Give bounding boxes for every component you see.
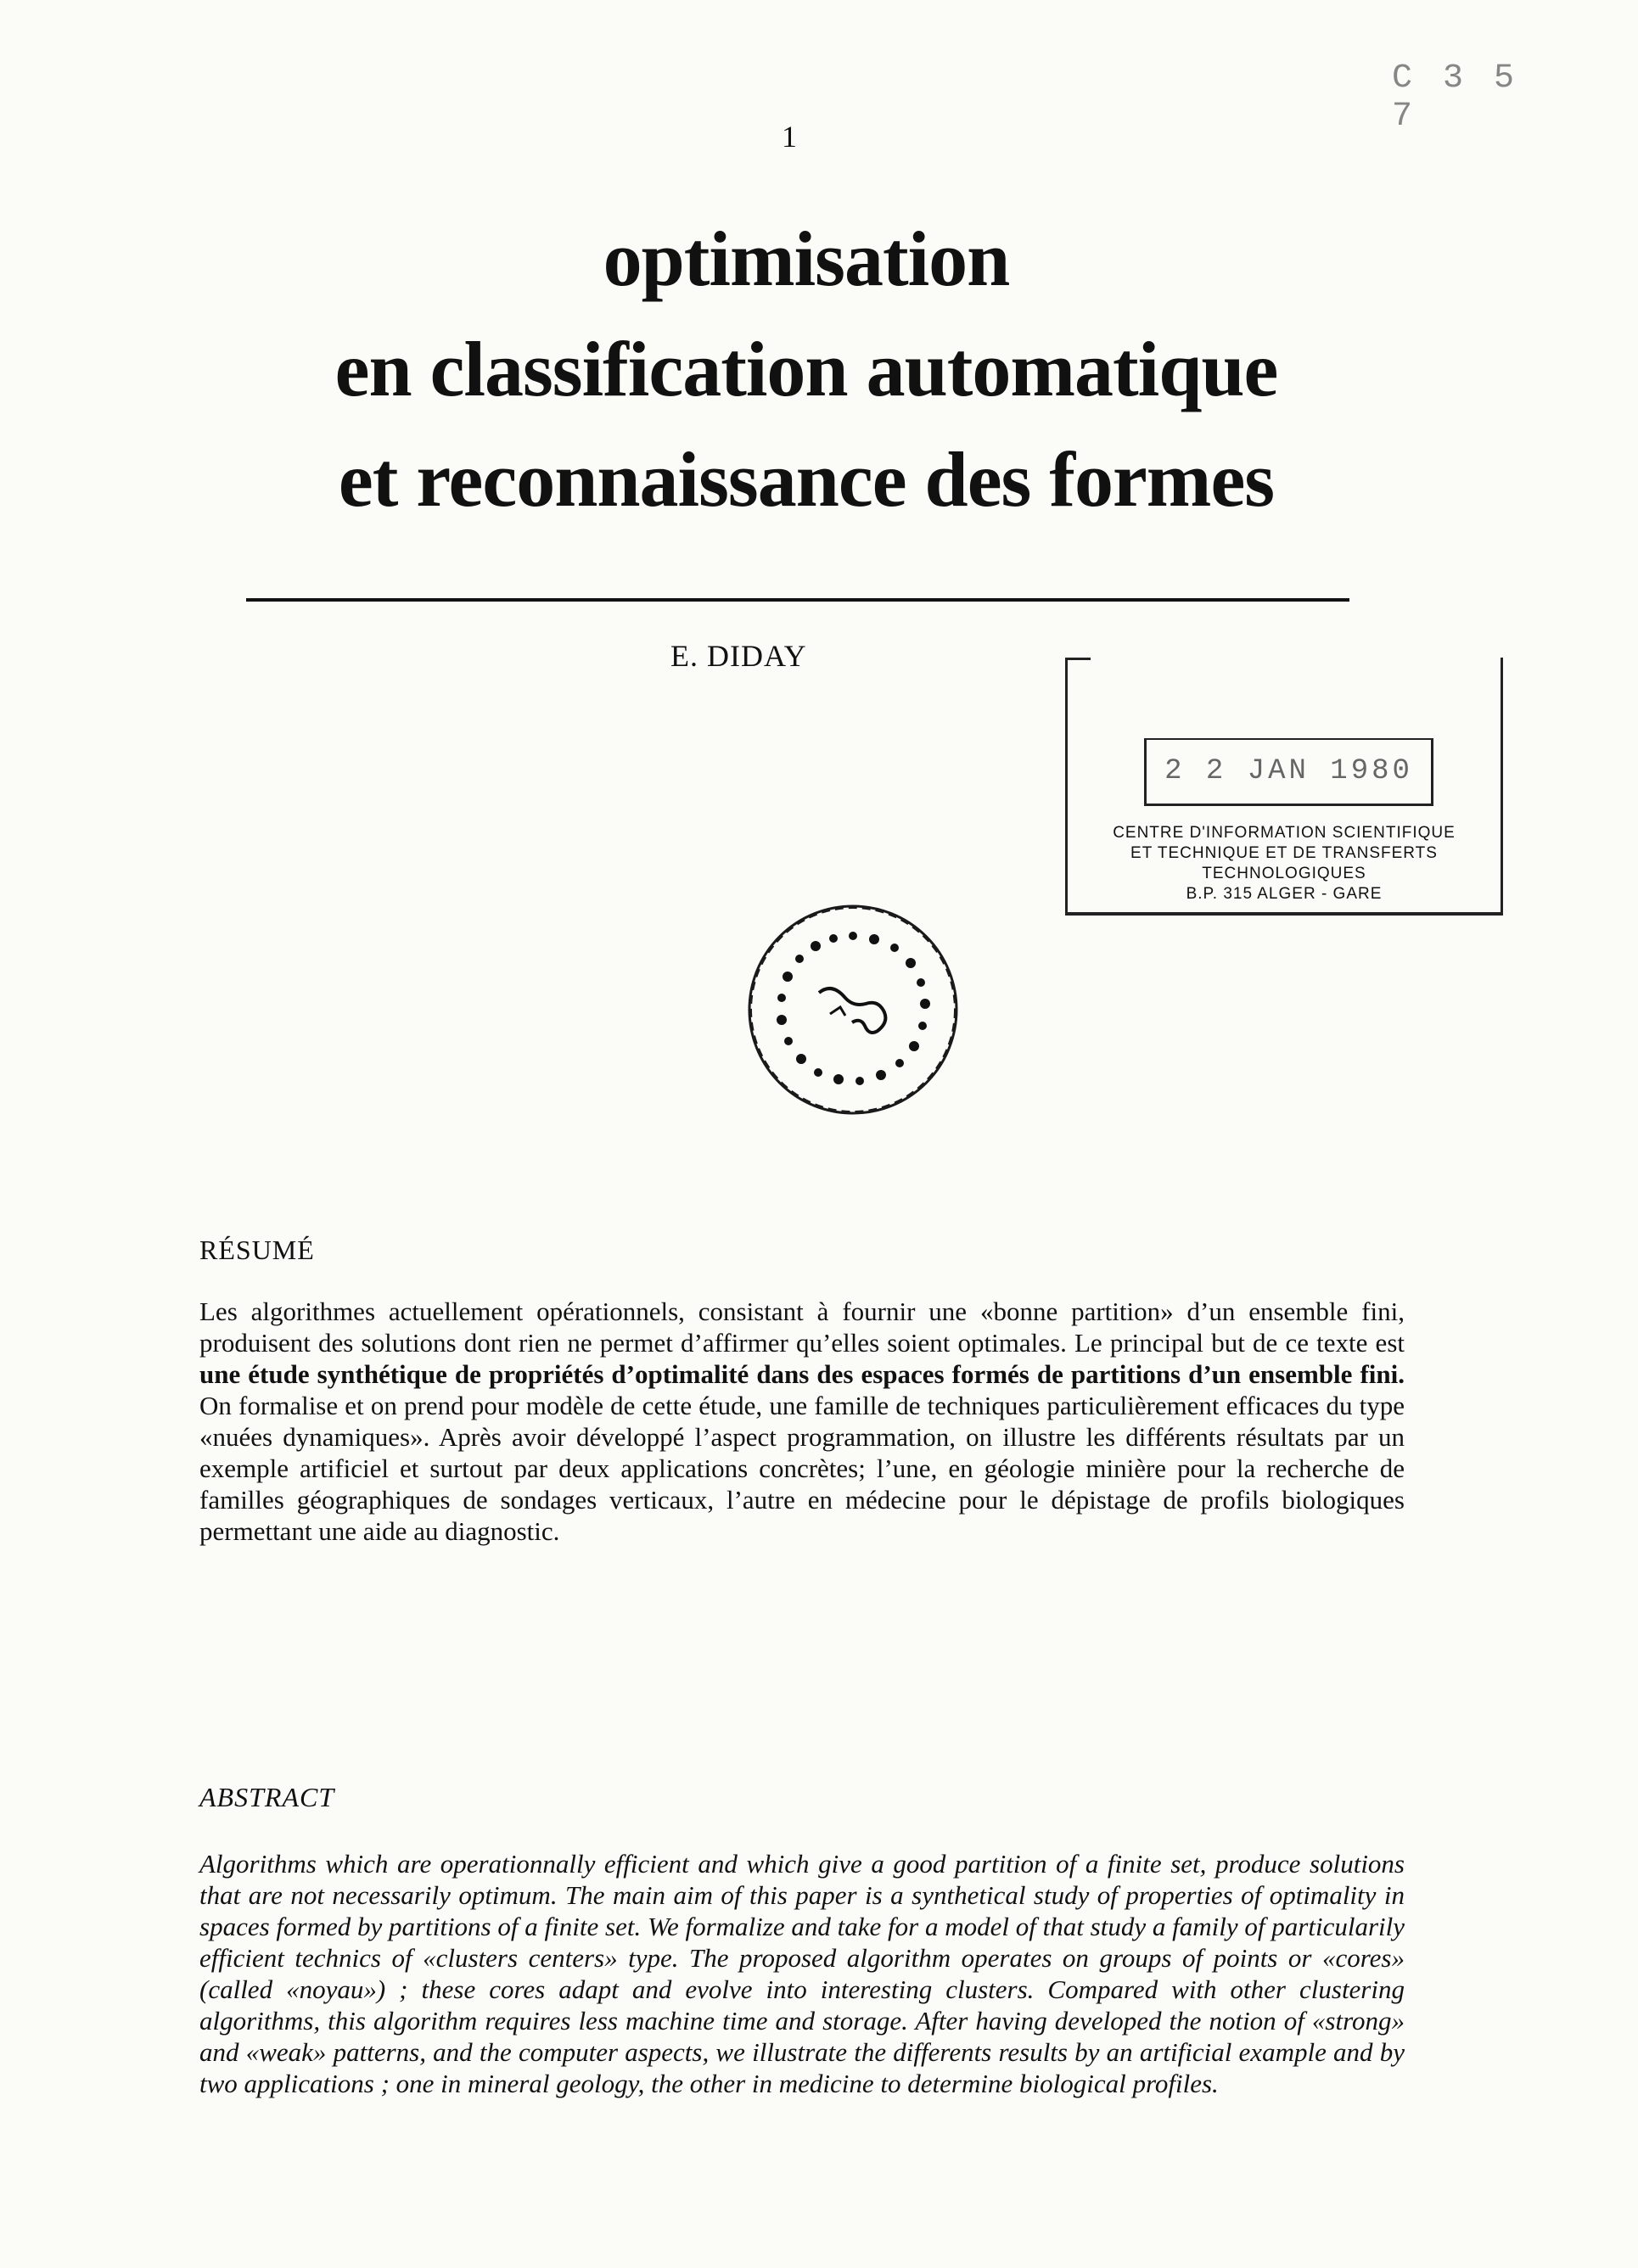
- page-number: 1: [782, 120, 797, 154]
- library-stamp: [1065, 658, 1503, 916]
- stamp-line-2: ET TECHNIQUE ET DE TRANSFERTS: [1130, 844, 1438, 862]
- paper-title: [170, 204, 1443, 535]
- title-line-1: optimisation: [603, 216, 1010, 302]
- resume-text-part2: On formalise et on prend pour modèle de cette étude, une famille de techniques particulièrement efficaces du type «nuées dynamiques». Après avoir développé l’aspect programmation, on illustre les différents résultats par un exemple artificiel et surtout par deux applications concrètes; l’une, en géologie minière pour la recherche de familles géographiques de sondages verticaux, l’autre en médecine pour le dépistage de profils biologiques permettant une aide au diagnostic.: [199, 1391, 1405, 1546]
- title-line-3: et reconnaissance des formes: [338, 436, 1275, 523]
- stamp-institution: [1076, 823, 1492, 904]
- abstract-paragraph: Algorithms which are operationnally efficient and which give a good partition of a finite set, produce solutions that are not necessarily optimum. The main aim of this paper is a synthetical study of properties of optimality in spaces formed by partitions of a finite set. We formalize and take for a model of that study a family of particularily efficient technics of «clusters centers» type. The proposed algorithm operates on groups of points or «cores» (called «noyau») ; these cores adapt and evolve into interesting clusters. Compared with other clustering algorithms, this algorithm requires less machine time and storage. After having developed the notion of «strong» and «weak» patterns, and the computer aspects, we illustrate the differents results by an artificial example and by two applications ; one in mineral geology, the other in medicine to determine biological profiles.: [199, 1849, 1405, 2098]
- round-seal-icon: [738, 895, 968, 1124]
- resume-text-emphasis: une étude synthétique de propriétés d’optimalité dans des espaces formés de partitions d’un ensemble fini.: [199, 1359, 1405, 1389]
- stamp-corner: [1065, 658, 1091, 660]
- handwritten-corner-mark: C 3 5 7: [1392, 59, 1520, 136]
- abstract-heading: ABSTRACT: [199, 1782, 335, 1812]
- title-divider: [246, 598, 1349, 602]
- stamp-line-3: TECHNOLOGIQUES: [1202, 865, 1366, 882]
- author-name: E. DIDAY: [670, 639, 807, 673]
- resume-heading: RÉSUMÉ: [199, 1235, 315, 1265]
- stamp-line-1: CENTRE D'INFORMATION SCIENTIFIQUE: [1113, 824, 1456, 842]
- resume-text-part1: Les algorithmes actuellement opérationnels, consistant à fournir une «bonne partition» d’un ensemble fini, produisent des solutions dont rien ne permet d’affirmer qu’elles soient optimales. Le principal but de ce texte est: [199, 1296, 1405, 1358]
- resume-paragraph: [199, 1296, 1405, 1547]
- stamp-date: 2 2 JAN 1980: [1144, 738, 1433, 806]
- title-line-2: en classification automatique: [334, 326, 1278, 412]
- stamp-line-4: B.P. 315 ALGER - GARE: [1186, 885, 1383, 903]
